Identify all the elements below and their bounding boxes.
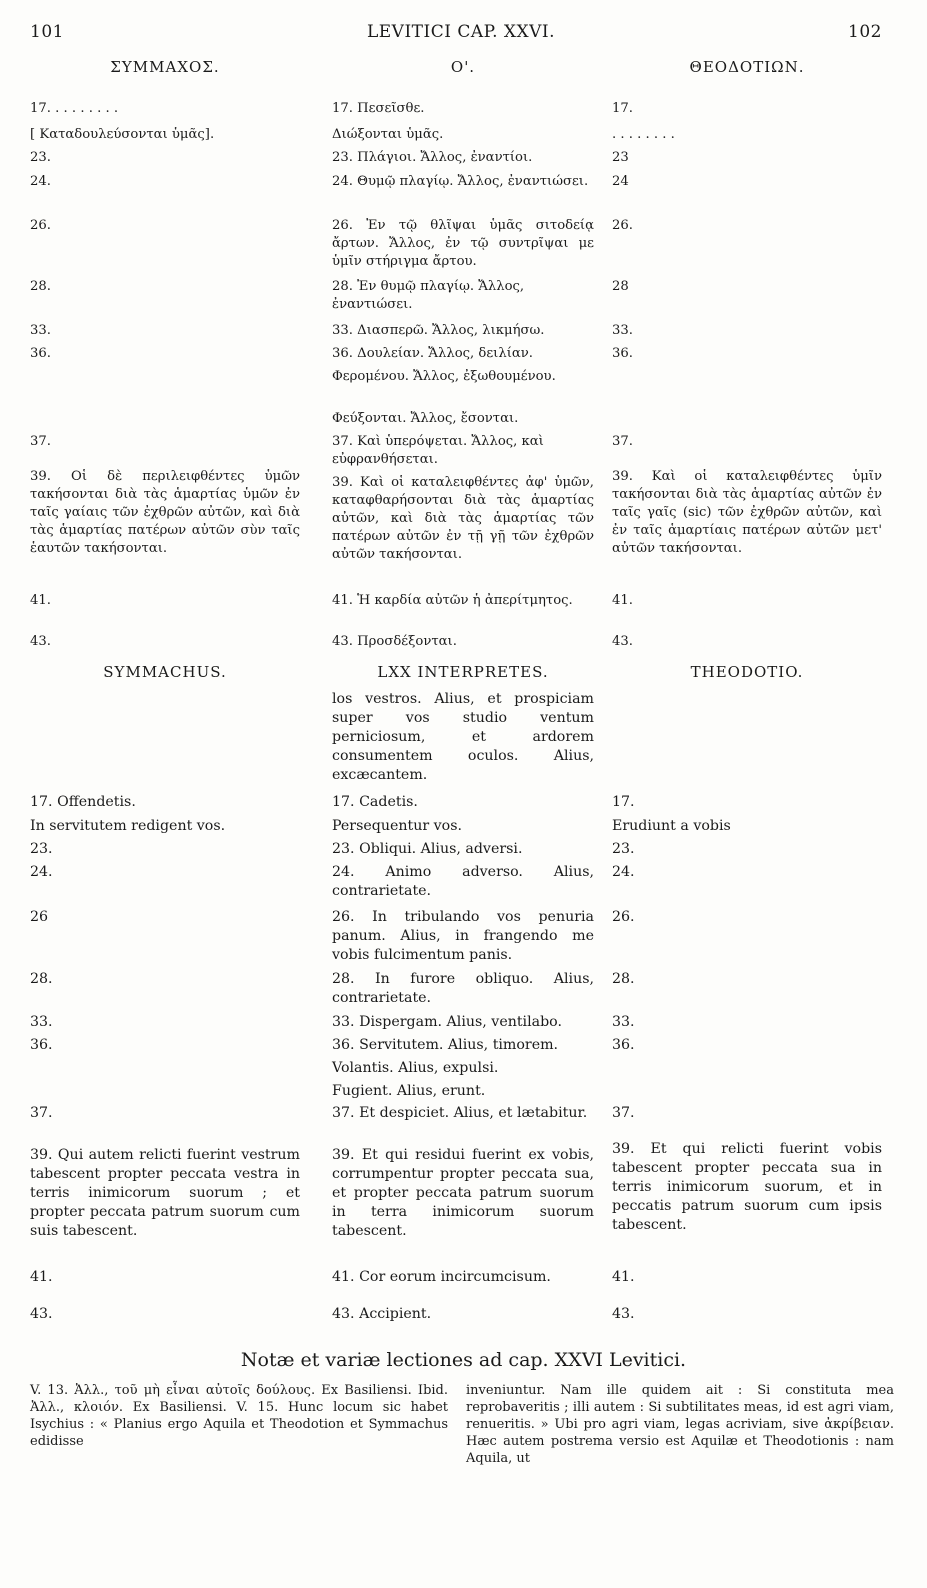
greek-col-head-lxx: Ο'. xyxy=(450,58,476,76)
greek-sym-37: 37. xyxy=(30,434,51,449)
latin-theo-41: 41. xyxy=(612,1269,635,1285)
greek-col-head-theodotion: ΘΕΟΔΟΤΙΩΝ. xyxy=(689,58,805,76)
latin-lxx-23: 23. Obliqui. Alius, adversi. xyxy=(332,841,523,857)
greek-lxx-41: 41. Ἡ καρδία αὐτῶν ἡ ἀπερίτμητος. xyxy=(332,593,573,608)
latin-sym-33: 33. xyxy=(30,1014,53,1030)
latin-theo-36: 36. xyxy=(612,1037,635,1053)
latin-sym-37: 37. xyxy=(30,1105,53,1121)
latin-lxx-17: 17. Cadetis. xyxy=(332,794,418,810)
latin-lxx-41: 41. Cor eorum incircumcisum. xyxy=(332,1269,551,1285)
latin-theo-39: 39. Et qui relicti fuerint vobis tabescent propter peccata sua in terris inimicorum suorum, et in peccatis patrum suorum cum ipsis tabescent. xyxy=(612,1141,882,1233)
latin-sym-39: 39. Qui autem relicti fuerint vestrum tabescent propter peccata vestra in terris inimicorum suorum ; et propter peccata patrum suorum cum suis tabescent. xyxy=(30,1147,300,1239)
greek-sym-33: 33. xyxy=(30,323,51,338)
greek-lxx-37: 37. Καὶ ὑπερόψεται. Ἄλλος, καὶ εὐφρανθήσεται. xyxy=(332,434,544,467)
greek-lxx-24: 24. Θυμῷ πλαγίῳ. Ἄλλος, ἐναντιώσει. xyxy=(332,174,589,189)
greek-theo-39: 39. Καὶ οἱ καταλειφθέντες ὑμῖν τακήσονται διὰ τὰς ἁμαρτίας αὐτῶν ἐν ταῖς γαῖς (sic) τῶν ἐχθρῶν αὐτῶν, καὶ ἐν ταῖς ἁμαρτίαις πατέρων αὐτῶν μετ' αὐτῶν τακήσονται. xyxy=(612,469,882,556)
latin-sym-36: 36. xyxy=(30,1037,53,1053)
greek-lxx-43: 43. Προσδέξονται. xyxy=(332,634,457,649)
greek-theo-26: 26. xyxy=(612,218,633,233)
greek-sym-41: 41. xyxy=(30,593,51,608)
latin-lxx-33: 33. Dispergam. Alius, ventilabo. xyxy=(332,1014,562,1030)
greek-lxx-36: 36. Δουλείαν. Ἄλλος, δειλίαν. xyxy=(332,346,533,361)
greek-sym-24: 24. xyxy=(30,174,51,189)
latin-sym-28: 28. xyxy=(30,971,53,987)
greek-sym-26: 26. xyxy=(30,218,51,233)
latin-theo-43: 43. xyxy=(612,1306,635,1322)
latin-theo-26: 26. xyxy=(612,909,635,925)
latin-theo-37: 37. xyxy=(612,1105,635,1121)
greek-sym-39: 39. Οἱ δὲ περιλειφθέντες ὑμῶν τακήσονται διὰ τὰς ἁμαρτίας ὑμῶν ἐν ταῖς γαίαις τῶν ἐχθρῶν αὐτῶν, καὶ διὰ τὰς ἁμαρτίας πατέρων αὐτῶν σὺν ταῖς ἑαυτῶν τακήσονται. xyxy=(30,469,300,556)
page-number-right: 102 xyxy=(848,22,882,42)
greek-theo-23: 23 xyxy=(612,150,629,165)
greek-theo-43: 43. xyxy=(612,634,633,649)
greek-lxx-23: 23. Πλάγιοι. Ἄλλος, ἐναντίοι. xyxy=(332,150,533,165)
notes-title: Notæ et variæ lectiones ad cap. XXVI Levitici. xyxy=(240,1349,687,1371)
latin-lxx-26: 26. In tribulando vos penuria panum. Alius, in frangendo me vobis fulcimentum panis. xyxy=(332,909,594,963)
greek-theo-17: 17. xyxy=(612,101,633,116)
greek-theo-17b: . . . . . . . . xyxy=(612,127,675,142)
greek-col-head-symmachus: ΣΥΜΜΑΧΟΣ. xyxy=(110,58,220,76)
latin-lxx-39: 39. Et qui residui fuerint ex vobis, corrumpentur propter peccata sua, et propter peccata patrum suorum in terra inimicorum suorum tabescent. xyxy=(332,1147,594,1239)
latin-col-head-theodotio: THEODOTIO. xyxy=(690,663,804,681)
greek-lxx-33: 33. Διασπερῶ. Ἄλλος, λικμήσω. xyxy=(332,323,545,338)
latin-lxx-37: 37. Et despiciet. Alius, et lætabitur. xyxy=(332,1105,588,1121)
notes-left-column: V. 13. Ἀλλ., τοῦ μὴ εἶναι αὐτοῖς δούλους. Ex Basiliensi. Ibid. Ἀλλ., κλοιόν. Ex Basiliensi. V. 15. Hunc locum sic habet Isychius : « Planius ergo Aquila et Theodotion et Symmachus edidisse xyxy=(30,1383,448,1449)
latin-sym-41: 41. xyxy=(30,1269,53,1285)
latin-sym-17: 17. Offendetis. xyxy=(30,794,136,810)
greek-lxx-17b: Διώξονται ὑμᾶς. xyxy=(332,127,444,142)
latin-sym-17b: In servitutem redigent vos. xyxy=(30,818,226,834)
greek-theo-28: 28 xyxy=(612,279,629,294)
latin-sym-26: 26 xyxy=(30,909,49,925)
latin-col-head-lxx: LXX INTERPRETES. xyxy=(377,663,549,681)
latin-lxx-continuation: los vestros. Alius, et prospiciam super vos studio ventum perniciosum, et ardorem consumentem oculos. Alius, excæcantem. xyxy=(332,691,594,783)
page-number-left: 101 xyxy=(30,22,64,42)
greek-theo-36: 36. xyxy=(612,346,633,361)
latin-col-head-symmachus: SYMMACHUS. xyxy=(103,663,227,681)
latin-lxx-36: 36. Servitutem. Alius, timorem. xyxy=(332,1037,559,1053)
greek-sym-36: 36. xyxy=(30,346,51,361)
latin-theo-17: 17. xyxy=(612,794,635,810)
greek-lxx-17: 17. Πεσεῖσθε. xyxy=(332,101,425,116)
latin-theo-33: 33. xyxy=(612,1014,635,1030)
latin-theo-17b: Erudiunt a vobis xyxy=(612,818,731,834)
greek-lxx-26: 26. Ἐν τῷ θλῖψαι ὑμᾶς σιτοδείᾳ ἄρτων. Ἄλλος, ἐν τῷ συντρῖψαι με ὑμῖν στήριγμα ἄρτου. xyxy=(332,218,594,269)
greek-sym-43: 43. xyxy=(30,634,51,649)
greek-lxx-39: 39. Καὶ οἱ καταλειφθέντες ἀφ' ὑμῶν, καταφθαρήσονται διὰ τὰς ἁμαρτίας αὐτῶν, καὶ διὰ τὰς ἁμαρτίας τῶν πατέρων αὐτῶν ἐν τῇ γῇ τῶν ἐχθρῶν αὐτῶν τακήσονται. xyxy=(332,475,594,562)
greek-lxx-28: 28. Ἐν θυμῷ πλαγίῳ. Ἄλλος, ἐναντιώσει. xyxy=(332,279,525,312)
greek-lxx-36b: Φερομένου. Ἄλλος, ἐξωθουμένου. xyxy=(332,369,556,384)
latin-theo-24: 24. xyxy=(612,864,635,880)
latin-theo-28: 28. xyxy=(612,971,635,987)
latin-sym-24: 24. xyxy=(30,864,53,880)
greek-sym-17b: [ Καταδουλεύσονται ὑμᾶς]. xyxy=(30,127,215,142)
latin-sym-23: 23. xyxy=(30,841,53,857)
greek-theo-41: 41. xyxy=(612,593,633,608)
latin-sym-43: 43. xyxy=(30,1306,53,1322)
latin-lxx-17b: Persequentur vos. xyxy=(332,818,462,834)
greek-sym-28: 28. xyxy=(30,279,51,294)
greek-sym-23: 23. xyxy=(30,150,51,165)
greek-theo-24: 24 xyxy=(612,174,629,189)
greek-lxx-36c: Φεύξονται. Ἄλλος, ἔσονται. xyxy=(332,411,519,426)
latin-lxx-36b: Volantis. Alius, expulsi. xyxy=(332,1060,499,1076)
latin-lxx-43: 43. Accipient. xyxy=(332,1306,432,1322)
latin-lxx-24: 24. Animo adverso. Alius, contrarietate. xyxy=(332,864,594,899)
latin-lxx-36c: Fugient. Alius, erunt. xyxy=(332,1083,486,1099)
running-title: LEVITICI CAP. XXVI. xyxy=(366,22,556,42)
greek-theo-37: 37. xyxy=(612,434,633,449)
latin-theo-23: 23. xyxy=(612,841,635,857)
greek-theo-33: 33. xyxy=(612,323,633,338)
greek-sym-17: 17. . . . . . . . . xyxy=(30,101,119,116)
notes-right-column: inveniuntur. Nam ille quidem ait : Si constituta mea reprobaveritis ; illi autem : Si subtilitates meas, id est agri viam, renueritis. » Ubi pro agri viam, legas acriviam, sive ἀκρίβειαν. Hæc autem postrema versio est Aquilæ et Theodotionis : nam Aquila, ut xyxy=(466,1383,894,1466)
latin-lxx-28: 28. In furore obliquo. Alius, contrarietate. xyxy=(332,971,594,1006)
